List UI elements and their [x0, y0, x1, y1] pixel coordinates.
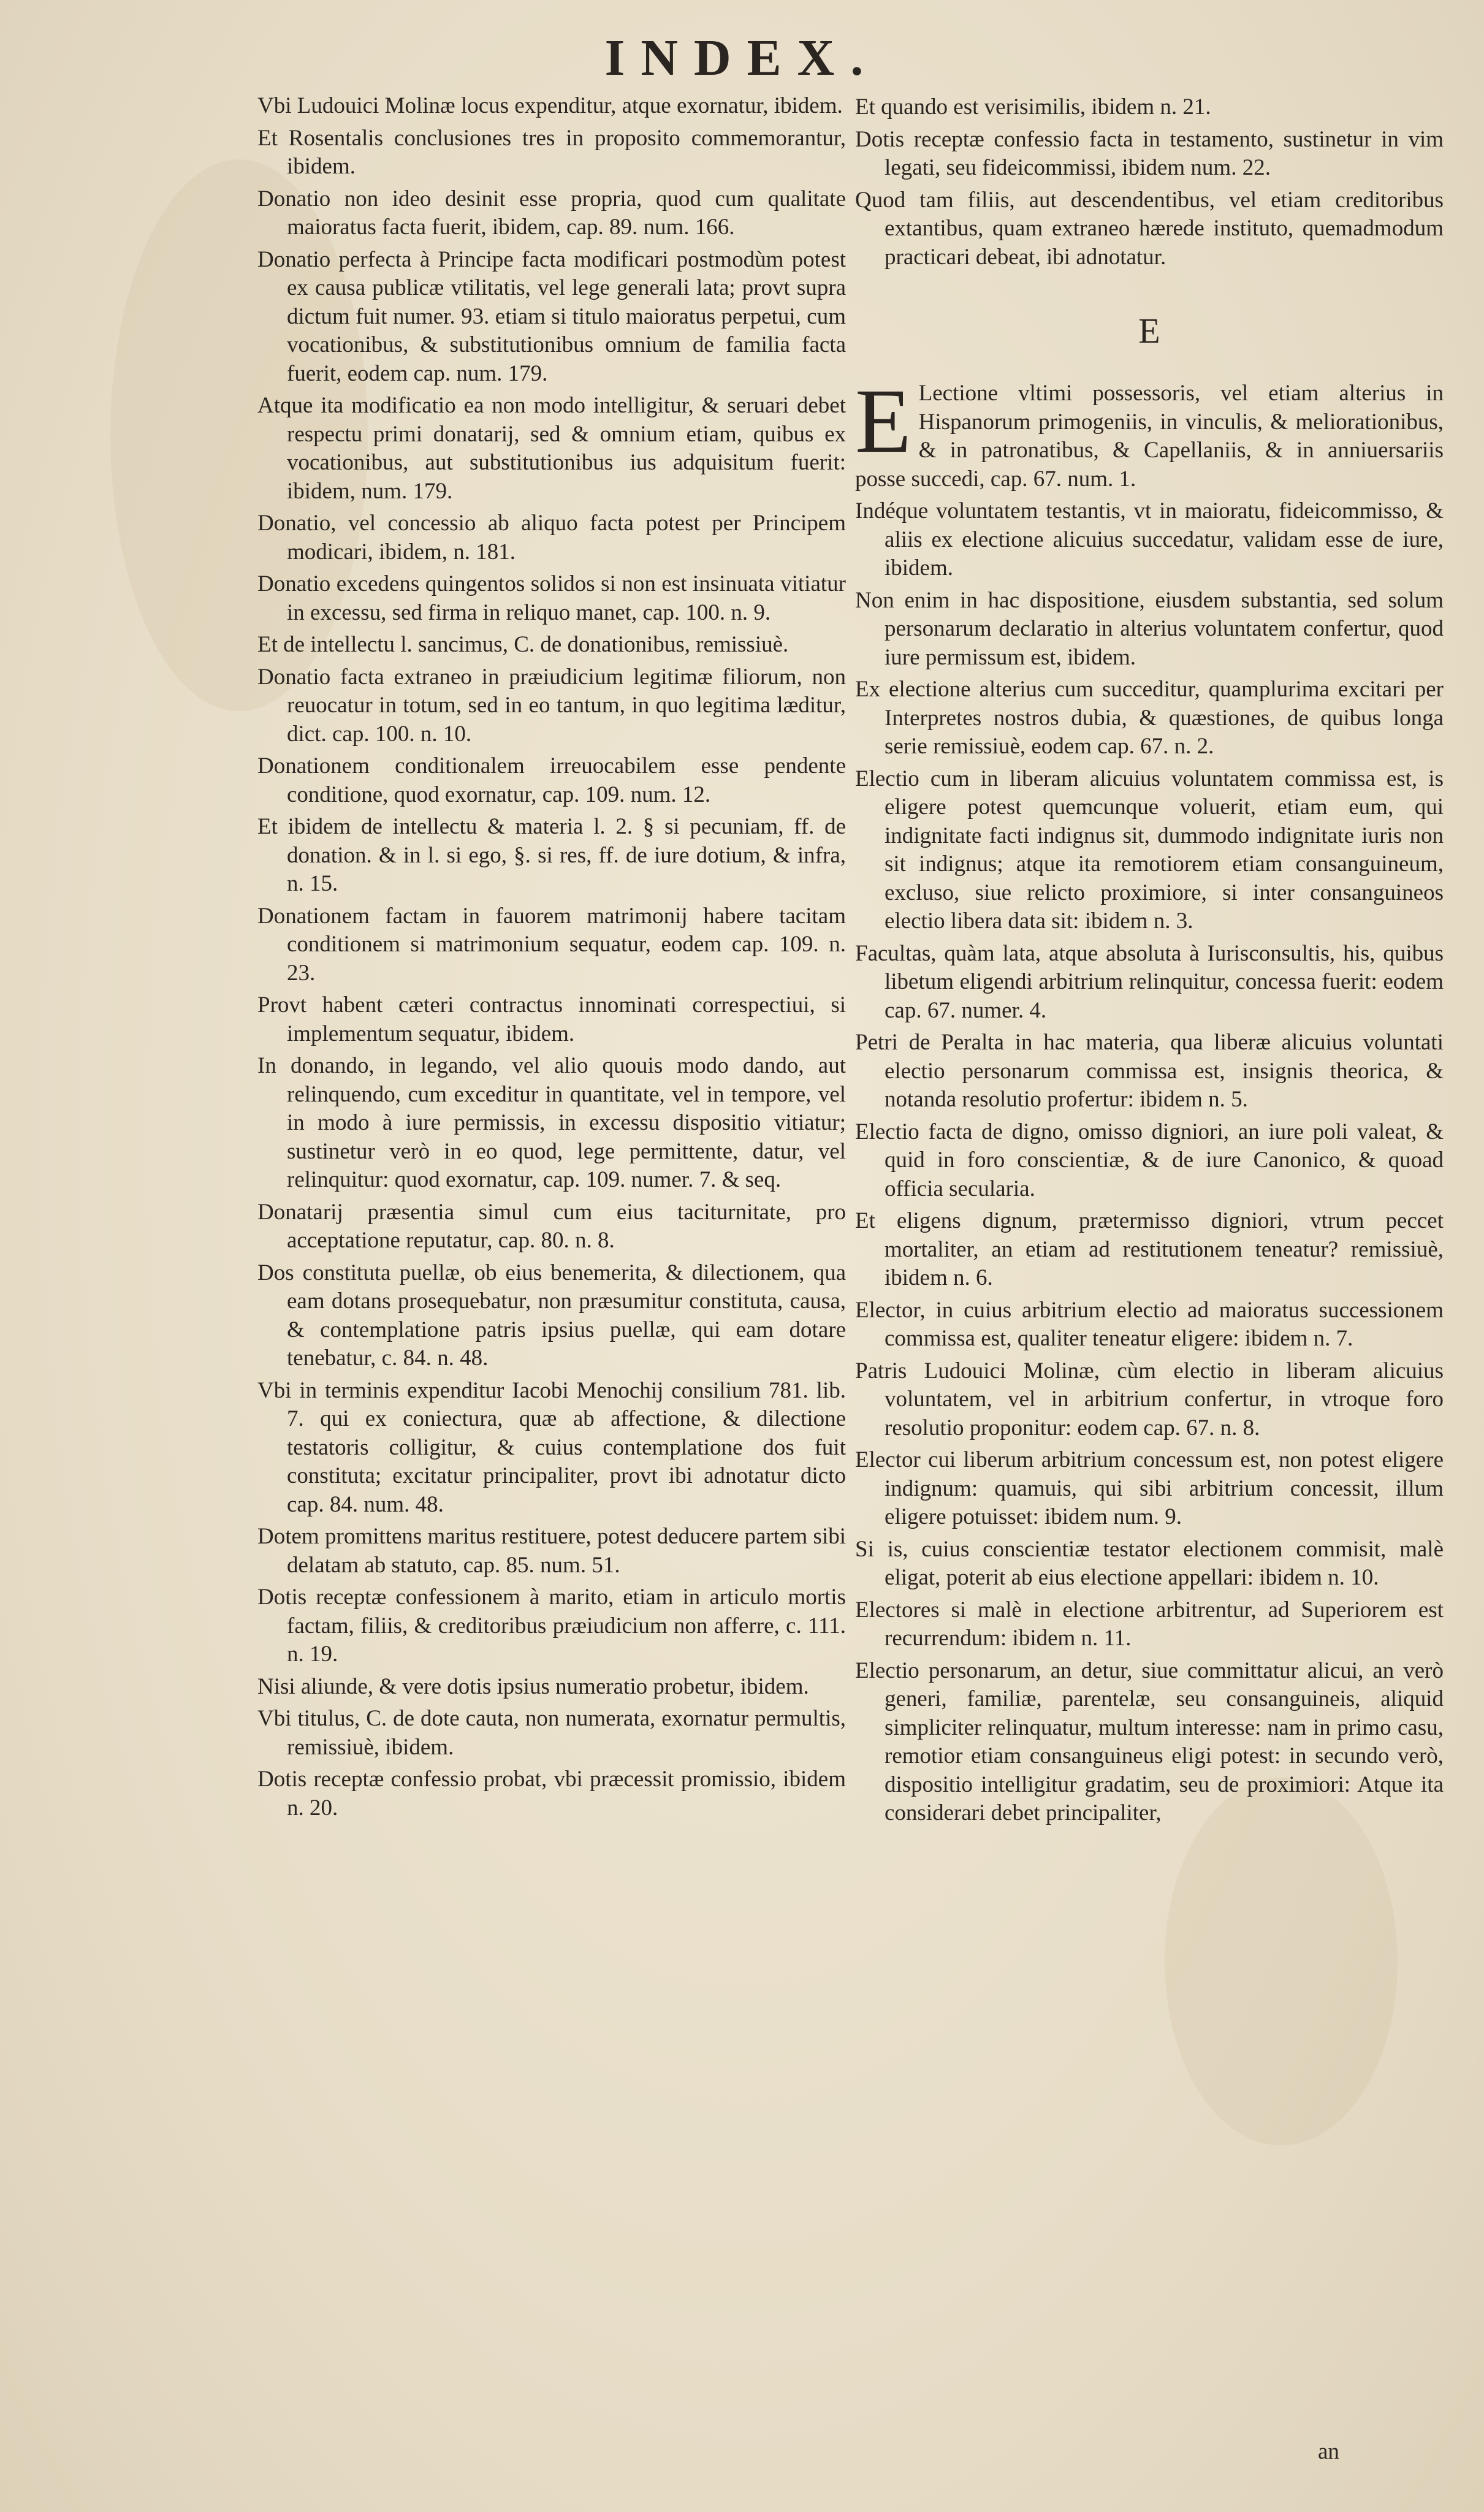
index-entry: Electores si malè in electione arbitrentur, ad Superiorem est recurrendum: ibidem n. 11.	[855, 1597, 1444, 1651]
index-entry: Ex electione alterius cum succeditur, quamplurima excitari per Interpretes nostros dubia, & quæstiones, de quibus longa serie remissiuè, eodem cap. 67. n. 2.	[855, 677, 1444, 759]
index-entry: Donatio facta extraneo in præiudicium legitimæ filiorum, non reuocatur in totum, sed in eo tantum, in quo legitima læditur, dict. cap. 100. n. 10.	[257, 664, 846, 747]
index-entry: Electio personarum, an detur, siue committatur alicui, an verò generi, familiæ, parentelæ, seu consanguineis, aliquid simpliciter relinquatur, multum interesse: nam in primo casu, remotior etiam consanguineus eligi potest: in secundo verò, dispositio intelligitur gradatim, seu de proximiori: Atque ita considerari debet principaliter,	[855, 1658, 1444, 1825]
right-column	[855, 93, 1444, 1832]
index-entry: Nisi aliunde, & vere dotis ipsius numeratio probetur, ibidem.	[257, 1673, 809, 1699]
index-entry: Atque ita modificatio ea non modo intelligitur, & seruari debet respectu primi donatarij, sed & omnium etiam, quibus ex vocationibus, aut substitutionibus ius adquisitum fuerit: ibidem, num. 179.	[257, 393, 846, 504]
index-entry: Vbi in terminis expenditur Iacobi Menochij consilium 781. lib. 7. qui ex coniectura, quæ ab affectione, & dilectione testatoris colligitur, & cuius contemplatione dos fuit constituta; excitatur principaliter, provt ibi adnotatur dicto cap. 84. num. 48.	[257, 1377, 846, 1517]
index-entry: Donatarij præsentia simul cum eius taciturnitate, pro acceptatione reputatur, cap. 80. n. 8.	[257, 1199, 846, 1253]
index-entry: Et eligens dignum, prætermisso digniori, vtrum peccet mortaliter, an etiam ad restitutionem teneatur? remissiuè, ibidem n. 6.	[855, 1208, 1444, 1290]
index-entry: Dotis receptæ confessio probat, vbi præcessit promissio, ibidem n. 20.	[257, 1767, 846, 1821]
index-entry: Non enim in hac dispositione, eiusdem substantia, sed solum personarum declaratio in alterius voluntatem confertur, quod iure permissum est, ibidem.	[855, 587, 1444, 670]
index-entry: Et quando est verisimilis, ibidem n. 21.	[855, 94, 1211, 120]
index-entry: Donatio, vel concessio ab aliquo facta potest per Principem modicari, ibidem, n. 181.	[257, 511, 846, 565]
index-entry: In donando, in legando, vel alio quouis modo dando, aut relinquendo, cum exceditur in quantitate, vel in tempore, vel in modo à iure permissis, in excessu dispositio vitiatur; sustinetur verò in eo quod, lege permittente, datur, vel relinquitur: quod exornatur, cap. 109. numer. 7. & seq.	[257, 1053, 846, 1192]
index-entry: Petri de Peralta in hac materia, qua liberæ alicuius voluntati electio personarum commissa est, insignis theorica, & notanda resolutio profertur: ibidem n. 5.	[855, 1030, 1444, 1112]
index-entry: Dos constituta puellæ, ob eius benemerita, & dilectionem, qua eam dotans prosequebatur, non præsumitur constituta, causa, & contemplatione patris ipsius puellæ, qui eam dotare tenebatur, c. 84. n. 48.	[257, 1260, 846, 1371]
index-entry: Dotis receptæ confessionem à marito, etiam in articulo mortis factam, filiis, & creditoribus præiudicium non afferre, c. 111. n. 19.	[257, 1585, 846, 1667]
index-entry: Donatio perfecta à Principe facta modificari postmodùm potest ex causa publicæ vtilitatis, vel lege generali lata; provt supra dictum fuit numer. 93. etiam si titulo maioratus perpetui, cum vocationibus, & substitutionibus omnium de familia facta fuerit, eodem cap. num. 179.	[257, 246, 846, 386]
index-entry: Indéque voluntatem testantis, vt in maioratu, fideicommisso, & aliis ex electione alicuius succedatur, validam esse de iure, ibidem.	[855, 498, 1444, 580]
paper-stain	[1165, 1778, 1398, 2145]
index-entry: Donationem factam in fauorem matrimonij habere tacitam conditionem si matrimonium sequatur, eodem cap. 109. n. 23.	[257, 903, 846, 986]
index-entry: Electio facta de digno, omisso digniori, an iure poli valeat, & quid in foro conscientiæ, & de iure Canonico, & quoad officia secularia.	[855, 1119, 1444, 1201]
catchword: an	[1318, 2439, 1339, 2464]
index-entry: Si is, cuius conscientiæ testator electionem commisit, malè eligat, poterit ab eius electione appellari: ibidem n. 10.	[855, 1536, 1444, 1590]
index-entry: Elector, in cuius arbitrium electio ad maioratus successionem commissa est, qualiter teneatur eligere: ibidem n. 7.	[855, 1297, 1444, 1351]
index-entry: Donatio excedens quingentos solidos si non est insinuata vitiatur in excessu, sed firma in reliquo manet, cap. 100. n. 9.	[257, 571, 846, 625]
index-entry: Provt habent cæteri contractus innominati correspectiui, si implementum sequatur, ibidem.	[257, 992, 846, 1046]
index-entry: Donatio non ideo desinit esse propria, quod cum qualitate maioratus facta fuerit, ibidem, cap. 89. num. 166.	[257, 186, 846, 240]
index-entry: Vbi titulus, C. de dote cauta, non numerata, exornatur permultis, remissiuè, ibidem.	[257, 1706, 846, 1760]
index-entry: Patris Ludouici Molinæ, cùm electio in liberam alicuius voluntatem, vel in arbitrium confertur, in vtroque foro resolutio proponitur: eodem cap. 67. n. 8.	[855, 1358, 1444, 1441]
left-column	[257, 92, 846, 1826]
index-entry: Electio cum in liberam alicuius voluntatem commissa est, is eligere potest quemcunque voluerit, etiam eum, qui indignitate facti indignus sit, dummodo indignitate iuris non sit indignus; atque ita remotiorem etiam consanguineum, excluso, siue relicto proximiore, si inter consanguineos electio libera data sit: ibidem n. 3.	[855, 766, 1444, 934]
index-entry: Elector cui liberum arbitrium concessum est, non potest eligere indignum: quamuis, qui sibi arbitrium concessit, illum eligere potuisset: ibidem num. 9.	[855, 1447, 1444, 1529]
index-entry: Facultas, quàm lata, atque absoluta à Iurisconsultis, his, quibus libetum eligendi arbitrium relinquitur, concessa fuerit: eodem cap. 67. numer. 4.	[855, 940, 1444, 1023]
index-entry: Dotem promittens maritus restituere, potest deducere partem sibi delatam ab statuto, cap. 85. num. 51.	[257, 1524, 846, 1578]
index-entry: Et Rosentalis conclusiones tres in proposito commemorantur, ibidem.	[257, 125, 846, 179]
index-entry: Vbi Ludouici Molinæ locus expenditur, atque exornatur, ibidem.	[257, 93, 843, 118]
index-entry: Et de intellectu l. sancimus, C. de donationibus, remissiuè.	[257, 632, 789, 657]
section-letter: E	[1138, 311, 1160, 351]
drop-cap: E	[855, 370, 911, 472]
index-entry: Et ibidem de intellectu & materia l. 2. § si pecuniam, ff. de donation. & in l. si ego, §. si res, ff. de iure dotium, & infra, n. 15.	[257, 814, 846, 896]
index-entry: Dotis receptæ confessio facta in testamento, sustinetur in vim legati, seu fideicommissi, ibidem num. 22.	[855, 126, 1444, 180]
index-entry-first	[855, 370, 1444, 493]
index-entry: Donationem conditionalem irreuocabilem esse pendente conditione, quod exornatur, cap. 109. num. 12.	[257, 753, 846, 807]
index-entry: Quod tam filiis, aut descendentibus, vel etiam creditoribus extantibus, quam extraneo hærede instituto, quemadmodum practicari debeat, ibi adnotatur.	[855, 187, 1444, 270]
index-entry-text: Lectione vltimi possessoris, vel etiam alterius in Hispanorum primogeniis, in vinculis, & meliorationibus, & in patronatibus, & Capellaniis, & in anniuersariis posse succedi, cap. 67. num. 1.	[855, 381, 1444, 492]
page-header: INDEX.	[604, 29, 880, 86]
